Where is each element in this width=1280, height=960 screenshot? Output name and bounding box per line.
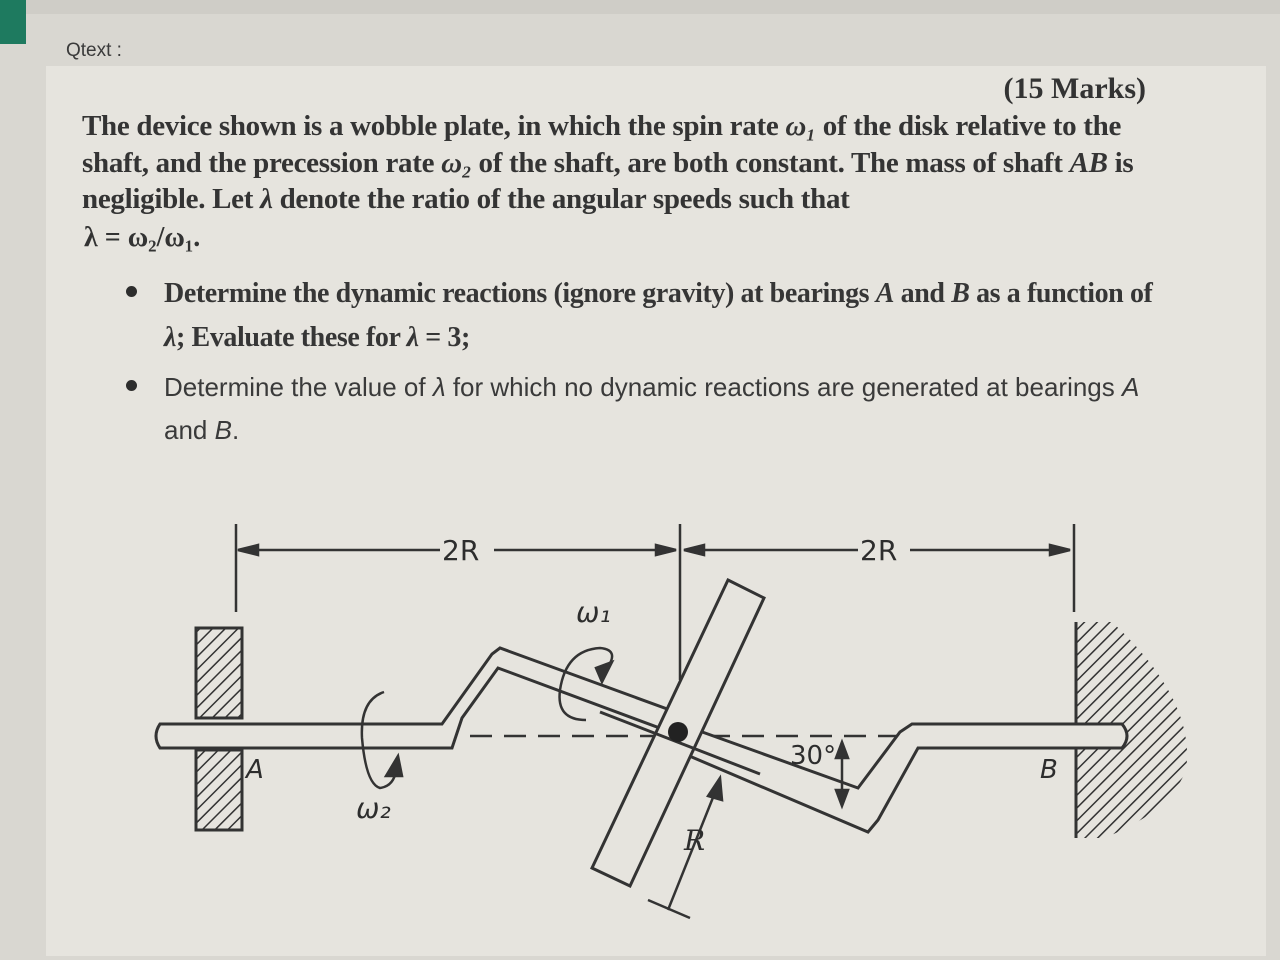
math-symbol: λ	[260, 183, 273, 215]
omega1-label: ω₁	[576, 596, 611, 629]
bearing-a-label: A	[246, 755, 264, 785]
dim-label-left: 2R	[442, 534, 480, 567]
angle-label: 30°	[790, 741, 837, 771]
math-symbol: ω₁	[785, 110, 816, 142]
text-run: and	[894, 278, 952, 309]
math-symbol: λ	[164, 322, 177, 353]
math-symbol: λ	[432, 372, 446, 402]
lambda-definition: λ = ω₂/ω₁.	[84, 222, 201, 253]
math-symbol: B	[214, 415, 232, 445]
math-symbol: ω₂	[441, 146, 472, 179]
text-run: Determine the value of	[164, 372, 433, 402]
math-symbol: λ	[406, 322, 419, 353]
text-run: The device shown is a wobble plate, in which the spin rate	[82, 110, 786, 142]
marks-label: (15 Marks)	[1003, 72, 1146, 105]
text-run: is negligible. Let	[82, 146, 1134, 215]
text-run: Determine the dynamic reactions (ignore gravity) at bearings	[164, 278, 876, 309]
omega2-label: ω₂	[356, 792, 391, 825]
text-run: as a function of	[969, 278, 1153, 309]
text-run: .	[231, 415, 240, 445]
dimension-lines	[236, 524, 1074, 680]
math-symbol: A	[1122, 372, 1140, 402]
dim-label-right: 2R	[860, 534, 898, 567]
text-run: for which no dynamic reactions are generated at bearings	[445, 372, 1122, 402]
text-run: and	[164, 415, 215, 445]
radius-label: R	[684, 824, 706, 857]
math-symbol: AB	[1069, 146, 1108, 179]
text-run: ; Evaluate these for	[176, 322, 407, 353]
math-symbol: A	[875, 278, 895, 309]
text-run: of the shaft, are both constant. The mass of shaft	[471, 146, 1070, 179]
qtext-label: Qtext :	[66, 40, 122, 61]
math-symbol: B	[951, 278, 970, 309]
text-run: denote the ratio of the angular speeds such that	[272, 183, 850, 215]
disk-center-dot	[668, 722, 688, 742]
text-run: = 3;	[418, 322, 470, 353]
bearing-b-label: B	[1040, 755, 1058, 785]
text-run: of the disk relative to the shaft, and the precession rate	[82, 110, 1122, 179]
